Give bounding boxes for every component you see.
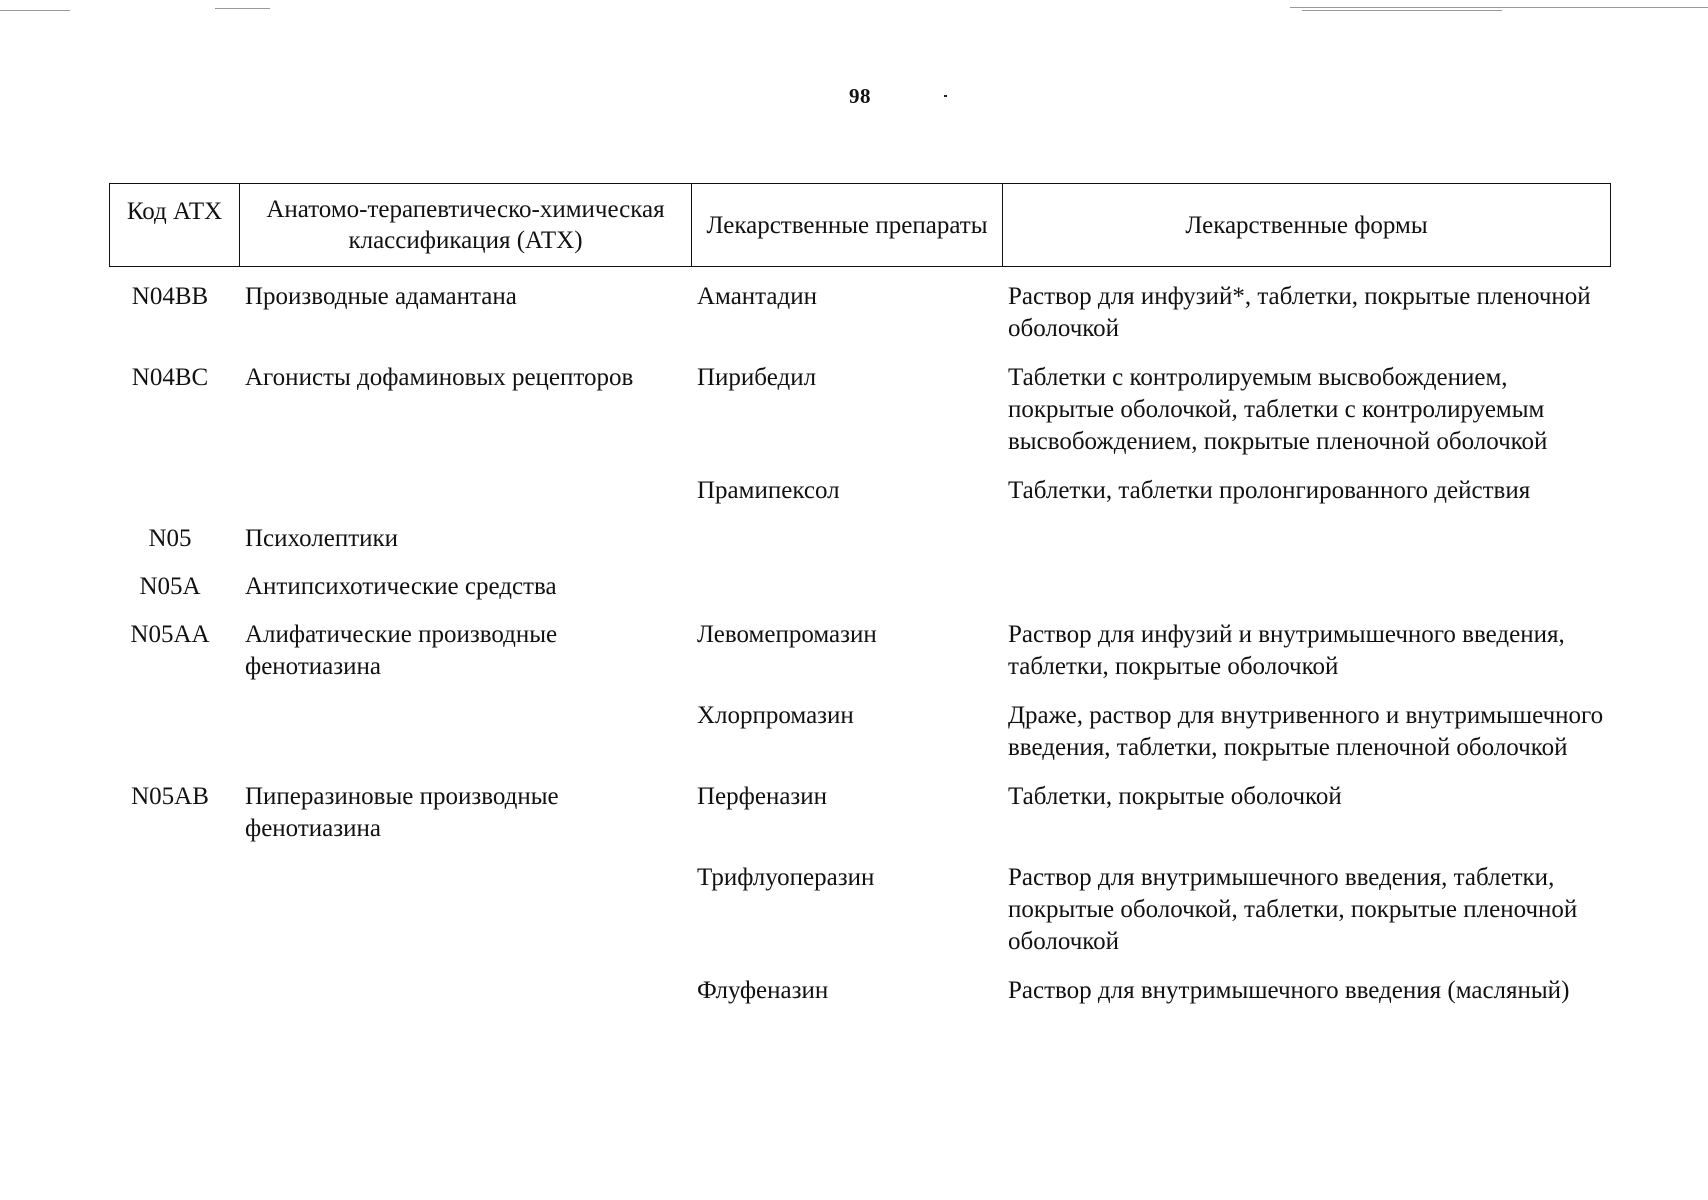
drug-name: Пирибедил (697, 364, 817, 391)
page-number: 98 (849, 84, 871, 108)
scan-edge-line (1290, 7, 1708, 8)
atc-code: N05A (139, 573, 201, 600)
atc-code (109, 475, 239, 507)
scan-edge-line (1302, 10, 1502, 11)
atc-code: N05 (148, 525, 192, 552)
table-header (109, 183, 1611, 267)
atc-code (109, 862, 239, 958)
atc-code: N05AA (130, 621, 210, 648)
dosage-forms: Раствор для внутримышечного введения, таблетки, покрытые оболочкой, таблетки, покрытые пленочной оболочкой (1008, 864, 1578, 955)
header-classification: Анатомо-терапевтическо-химическая классификация (АТХ) (240, 184, 692, 266)
table-row (109, 700, 1611, 764)
scan-edge-line (215, 8, 270, 9)
table-row (109, 281, 1611, 345)
atc-classification (239, 475, 691, 507)
table-row (109, 523, 1611, 555)
dosage-forms: Раствор для инфузий*, таблетки, покрытые пленочной оболочкой (1008, 283, 1591, 342)
table-row (109, 362, 1611, 458)
dosage-forms (1002, 523, 1611, 555)
drug-name (691, 523, 1002, 555)
table-row (109, 475, 1611, 507)
table-body (109, 267, 1611, 1007)
dosage-forms: Таблетки, покрытые оболочкой (1008, 783, 1342, 810)
table-row (109, 975, 1611, 1007)
atc-classification: Производные адамантана (245, 283, 517, 310)
drug-name: Хлорпромазин (697, 702, 854, 729)
table-row (109, 571, 1611, 603)
table-row (109, 862, 1611, 958)
drug-name: Перфеназин (697, 783, 828, 810)
dosage-forms: Таблетки, таблетки пролонгированного действия (1008, 477, 1531, 504)
header-code: Код АТХ (110, 184, 240, 266)
drug-name: Левомепромазин (697, 621, 877, 648)
dosage-forms (1002, 571, 1611, 603)
table-row (109, 781, 1611, 845)
drug-name: Трифлуоперазин (697, 864, 875, 891)
atc-code: N04BB (131, 283, 209, 310)
atc-classification (239, 975, 691, 1007)
dosage-forms: Драже, раствор для внутривенного и внутримышечного введения, таблетки, покрытые пленочной оболочкой (1008, 702, 1604, 761)
drug-name (691, 571, 1002, 603)
atc-code: N05AB (131, 783, 209, 810)
atc-classification: Агонисты дофаминовых рецепторов (245, 364, 634, 391)
drug-name: Прамипексол (697, 477, 840, 504)
drug-name: Амантадин (697, 283, 817, 310)
dosage-forms: Таблетки с контролируемым высвобождением, покрытые оболочкой, таблетки с контролируемым высвобождением, покрытые пленочной оболочкой (1008, 364, 1548, 455)
atc-classification (239, 862, 691, 958)
atc-classification: Антипсихотические средства (245, 573, 557, 600)
table-row (109, 619, 1611, 683)
dosage-forms: Раствор для внутримышечного введения (масляный) (1008, 977, 1570, 1004)
atc-classification: Психолептики (245, 525, 399, 552)
atc-classification (239, 700, 691, 764)
atc-code: N04BC (131, 364, 209, 391)
atc-classification: Алифатические производные фенотиазина (245, 621, 558, 680)
header-drugs: Лекарственные препараты (692, 184, 1003, 266)
header-forms: Лекарственные формы (1185, 211, 1428, 239)
atc-code (109, 975, 239, 1007)
dosage-forms: Раствор для инфузий и внутримышечного введения, таблетки, покрытые оболочкой (1008, 621, 1565, 680)
scan-edge-line (0, 10, 70, 11)
atc-classification: Пиперазиновые производные фенотиазина (245, 783, 559, 842)
page-mark (944, 95, 947, 97)
drug-name: Флуфеназин (697, 977, 829, 1004)
atc-code (109, 700, 239, 764)
